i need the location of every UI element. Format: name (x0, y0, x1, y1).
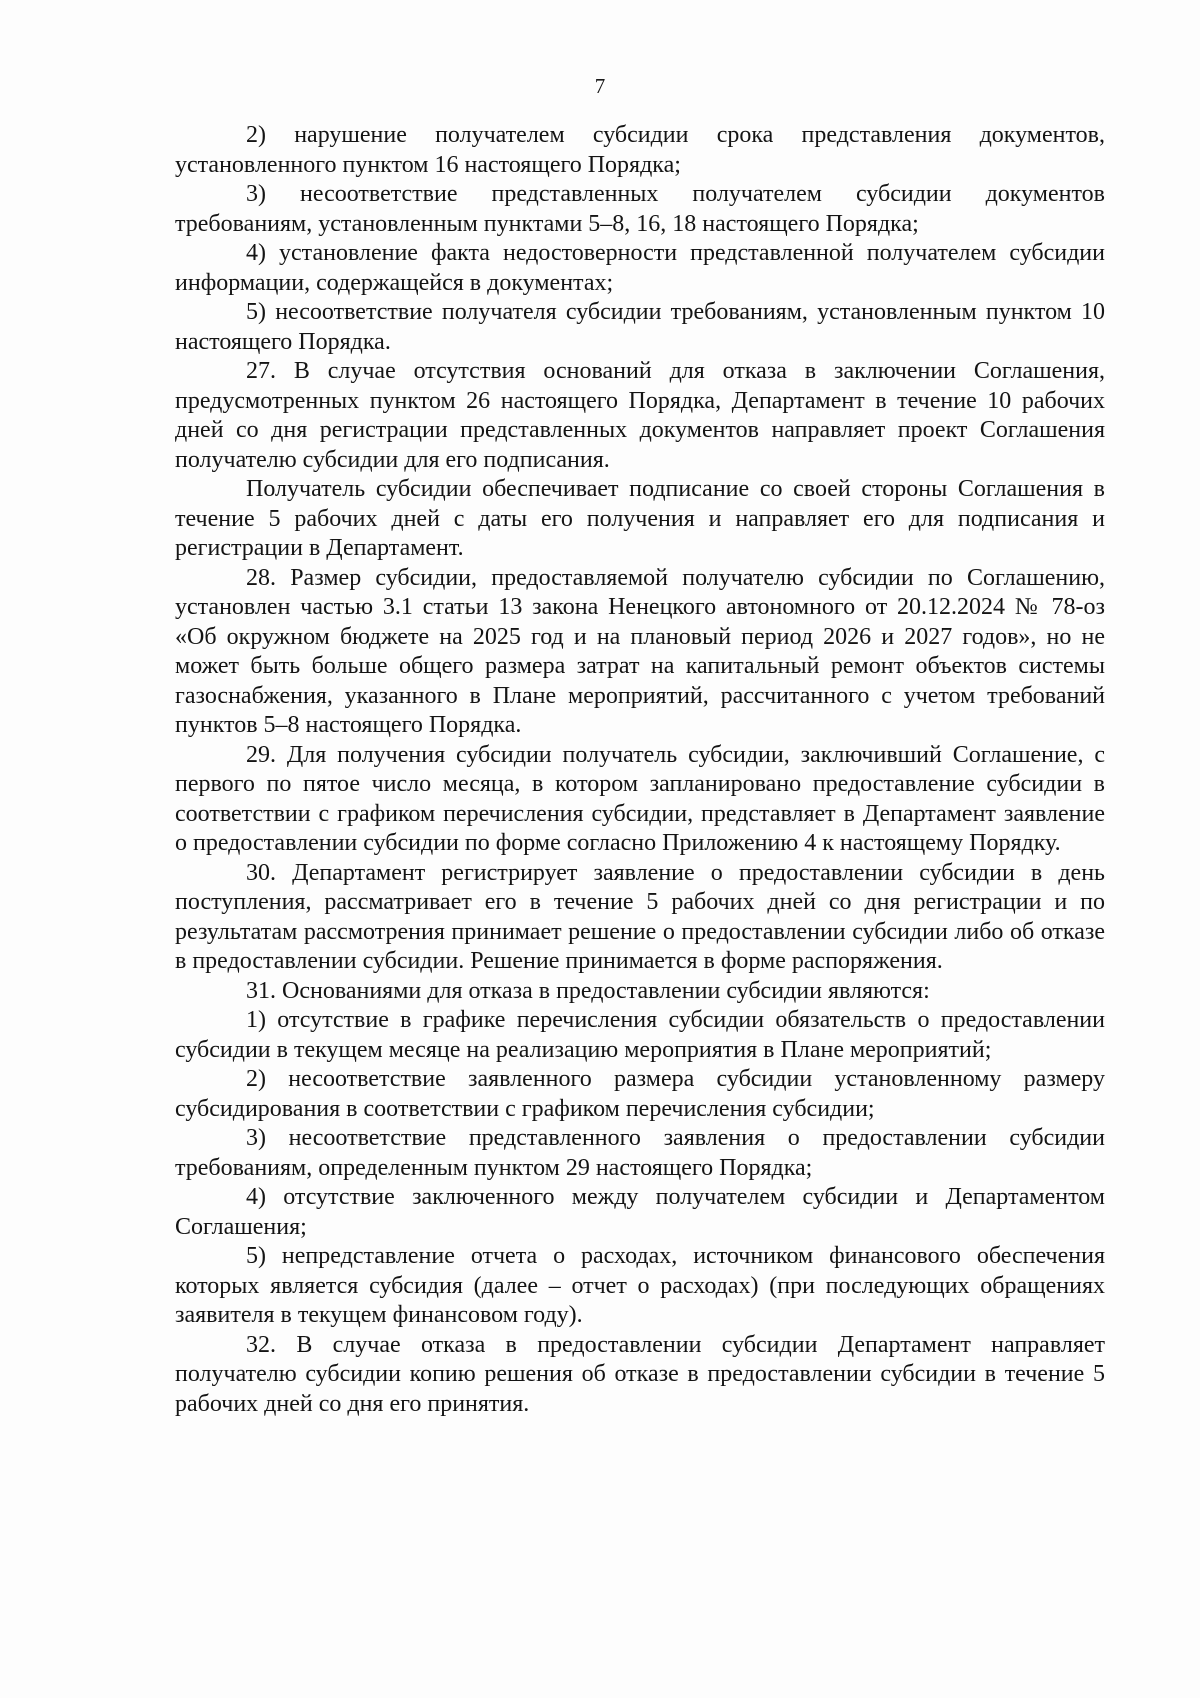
paragraph: 27. В случае отсутствия оснований для отказа в заключении Соглашения, предусмотренных пунктом 26 настоящего Порядка, Департамент в течение 10 рабочих дней со дня регистрации представленных документов направляет проект Соглашения получателю субсидии для его подписания. (175, 358, 1105, 473)
paragraph: 3) несоответствие представленного заявления о предоставлении субсидии требованиям, определенным пунктом 29 настоящего Порядка; (175, 1125, 1105, 1181)
paragraph: 4) установление факта недостоверности представленной получателем субсидии информации, содержащейся в документах; (175, 240, 1105, 296)
paragraph: 29. Для получения субсидии получатель субсидии, заключивший Соглашение, с первого по пятое число месяца, в котором запланировано предоставление субсидии в соответствии с графиком перечисления субсидии, представляет в Департамент заявление о предоставлении субсидии по форме согласно Приложению 4 к настоящему Порядку. (175, 741, 1105, 856)
page-number: 7 (594, 74, 606, 98)
paragraph: 5) несоответствие получателя субсидии требованиям, установленным пунктом 10 настоящего Порядка. (175, 299, 1105, 355)
paragraph: 32. В случае отказа в предоставлении субсидии Департамент направляет получателю субсидии копию решения об отказе в предоставлении субсидии в течение 5 рабочих дней со дня его принятия. (175, 1331, 1105, 1417)
paragraph: 1) отсутствие в графике перечисления субсидии обязательств о предоставлении субсидии в текущем месяце на реализацию мероприятия в Плане мероприятий; (175, 1007, 1105, 1063)
paragraph: 4) отсутствие заключенного между получателем субсидии и Департаментом Соглашения; (175, 1184, 1105, 1240)
paragraph: 2) несоответствие заявленного размера субсидии установленному размеру субсидирования в соответствии с графиком перечисления субсидии; (175, 1066, 1105, 1122)
paragraph: 5) непредставление отчета о расходах, источником финансового обеспечения которых является субсидия (далее – отчет о расходах) (при последующих обращениях заявителя в текущем финансовом году). (175, 1243, 1105, 1328)
document-body (175, 121, 1105, 1419)
paragraph: 3) несоответствие представленных получателем субсидии документов требованиям, установленным пунктами 5–8, 16, 18 настоящего Порядка; (175, 181, 1105, 237)
paragraph: 30. Департамент регистрирует заявление о предоставлении субсидии в день поступления, рассматривает его в течение 5 рабочих дней со дня регистрации и по результатам рассмотрения принимает решение о предоставлении субсидии либо об отказе в предоставлении субсидии. Решение принимается в форме распоряжения. (175, 859, 1105, 974)
paragraph: 28. Размер субсидии, предоставляемой получателю субсидии по Соглашению, установлен частью 3.1 статьи 13 закона Ненецкого автономного от 20.12.2024 № 78-оз «Об окружном бюджете на 2025 год и на плановый период 2026 и 2027 годов», но не может быть больше общего размера затрат на капитальный ремонт объектов системы газоснабжения, указанного в Плане мероприятий, рассчитанного с учетом требований пунктов 5–8 настоящего Порядка. (175, 564, 1105, 738)
paragraph: Получатель субсидии обеспечивает подписание со своей стороны Соглашения в течение 5 рабочих дней с даты его получения и направляет его для подписания и регистрации в Департамент. (175, 476, 1105, 561)
paragraph: 2) нарушение получателем субсидии срока представления документов, установленного пунктом 16 настоящего Порядка; (175, 122, 1105, 178)
paragraph: 31. Основаниями для отказа в предоставлении субсидии являются: (246, 977, 930, 1004)
